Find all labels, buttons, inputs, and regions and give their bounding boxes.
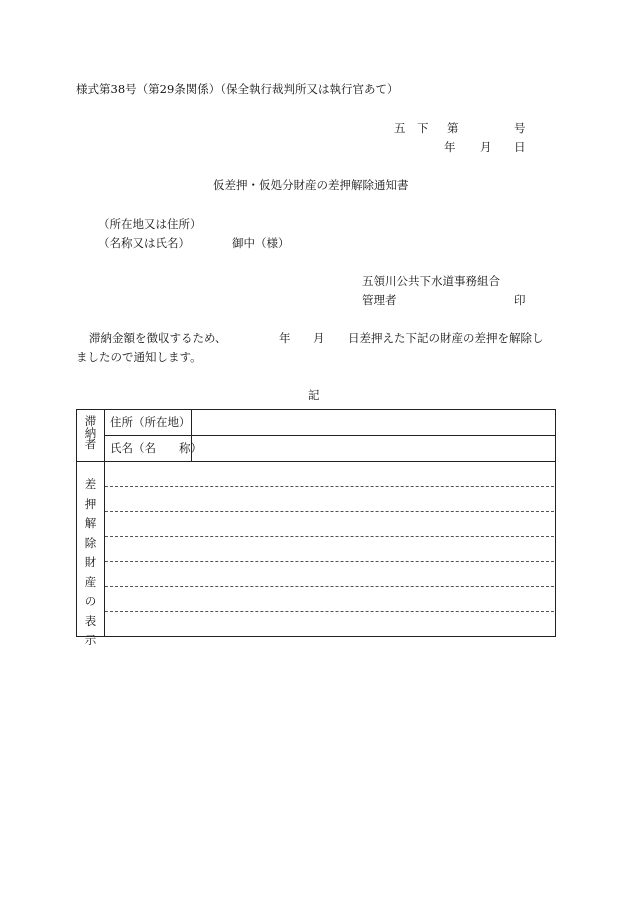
- issuer-org: 五領川公共下水道事務組合: [362, 274, 500, 288]
- doc-number-dai: 第: [447, 121, 459, 135]
- issuer-role: 管理者: [362, 293, 397, 307]
- recipient-name-label: （名称又は氏名）: [98, 236, 190, 250]
- body-year: 年: [279, 331, 291, 345]
- delinquent-label: [77, 416, 104, 451]
- recipient-honorific: 御中（様）: [232, 236, 290, 250]
- body-month: 月: [313, 331, 325, 345]
- date-day: 日: [514, 140, 526, 154]
- property-line: [105, 586, 554, 587]
- body-part1: 滞納金額を徴収するため、: [89, 331, 227, 345]
- body-part2: 日差押えた下記の財産の差押を解除し: [348, 331, 544, 345]
- ki-label: 記: [308, 388, 320, 402]
- release-label-char: 差: [84, 477, 97, 491]
- form-header: 様式第38号（第29条関係）（保全執行裁判所又は執行官あて）: [76, 82, 399, 96]
- property-line: [105, 511, 554, 512]
- property-line: [105, 536, 554, 537]
- delinquent-label-char: 納: [84, 425, 97, 440]
- release-label-char: 産: [84, 574, 97, 589]
- name-row-label: 氏名（名 称）: [110, 441, 202, 455]
- release-label-char: 押: [84, 496, 97, 511]
- release-label: [77, 479, 104, 647]
- release-label-char: 財: [84, 555, 97, 569]
- release-label-char: の: [84, 594, 97, 608]
- date-year: 年: [444, 140, 456, 154]
- property-line: [105, 486, 554, 487]
- date-month: 月: [480, 140, 492, 154]
- delinquent-label-char: 者: [84, 437, 97, 451]
- delinquent-label-char: 滞: [84, 414, 97, 428]
- release-label-char: 表: [84, 613, 97, 628]
- doc-number-prefix: 五 下: [394, 121, 429, 135]
- doc-number-go: 号: [514, 121, 526, 135]
- release-label-char: 解: [84, 516, 97, 530]
- release-label-char: 示: [84, 633, 97, 647]
- property-line: [105, 611, 554, 612]
- address-row-label: 住所（所在地）: [110, 415, 191, 429]
- details-table: [76, 409, 556, 647]
- recipient-address-label: （所在地又は住所）: [98, 217, 202, 231]
- body-line2: ましたので通知します。: [76, 350, 202, 364]
- property-line: [105, 561, 554, 562]
- document-title: 仮差押・仮処分財産の差押解除通知書: [213, 178, 409, 192]
- release-label-char: 除: [84, 535, 97, 550]
- issuer-seal: 印: [514, 293, 526, 307]
